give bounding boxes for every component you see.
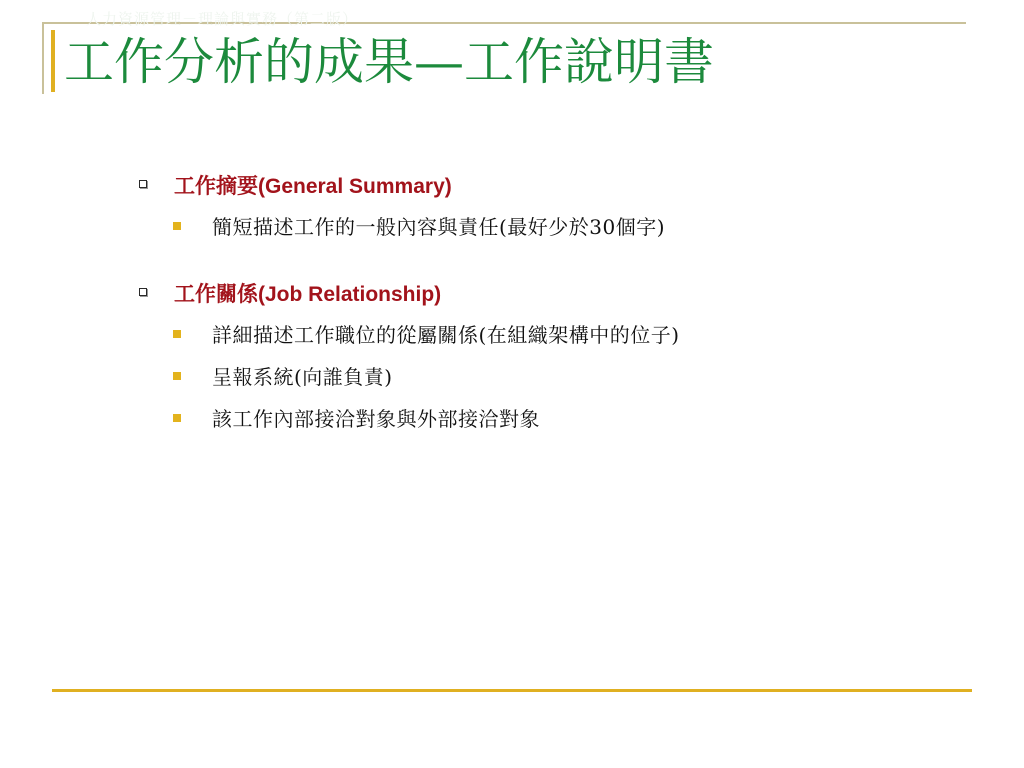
section-title: 工作摘要(General Summary) — [174, 173, 452, 198]
section-title-english: (Job Relationship) — [258, 283, 442, 306]
gold-square-icon — [173, 330, 181, 338]
hollow-square-icon — [139, 180, 147, 188]
list-item-text: 呈報系統(向誰負責) — [212, 364, 393, 389]
list-item-text: 詳細描述工作職位的從屬關係(在組織架構中的位子) — [212, 322, 680, 347]
section-header — [134, 274, 984, 312]
bullet-list — [134, 204, 984, 246]
gold-square-icon — [173, 414, 181, 422]
faint-header-text: 人力資源管理－理論與實務（第二版） — [86, 10, 359, 28]
gold-square-icon — [173, 372, 181, 380]
bottom-border-line — [52, 689, 972, 692]
bullet-list — [134, 312, 984, 438]
section-job-relationship — [134, 274, 984, 438]
gold-square-icon — [173, 222, 181, 230]
left-border-line — [42, 22, 44, 94]
list-item — [134, 204, 984, 246]
section-title-english: (General Summary) — [258, 175, 452, 198]
list-item-text: 簡短描述工作的一般內容與責任(最好少於30個字) — [212, 214, 666, 239]
slide-title: 工作分析的成果—工作說明書 — [64, 33, 714, 91]
slide-content — [134, 166, 984, 466]
list-item — [134, 312, 984, 354]
hollow-square-icon — [139, 288, 147, 296]
section-header — [134, 166, 984, 204]
title-accent-bar — [51, 30, 55, 92]
section-title: 工作關係(Job Relationship) — [174, 281, 442, 306]
list-item — [134, 396, 984, 438]
section-general-summary — [134, 166, 984, 246]
list-item — [134, 354, 984, 396]
list-item-text: 該工作內部接洽對象與外部接洽對象 — [212, 406, 540, 431]
